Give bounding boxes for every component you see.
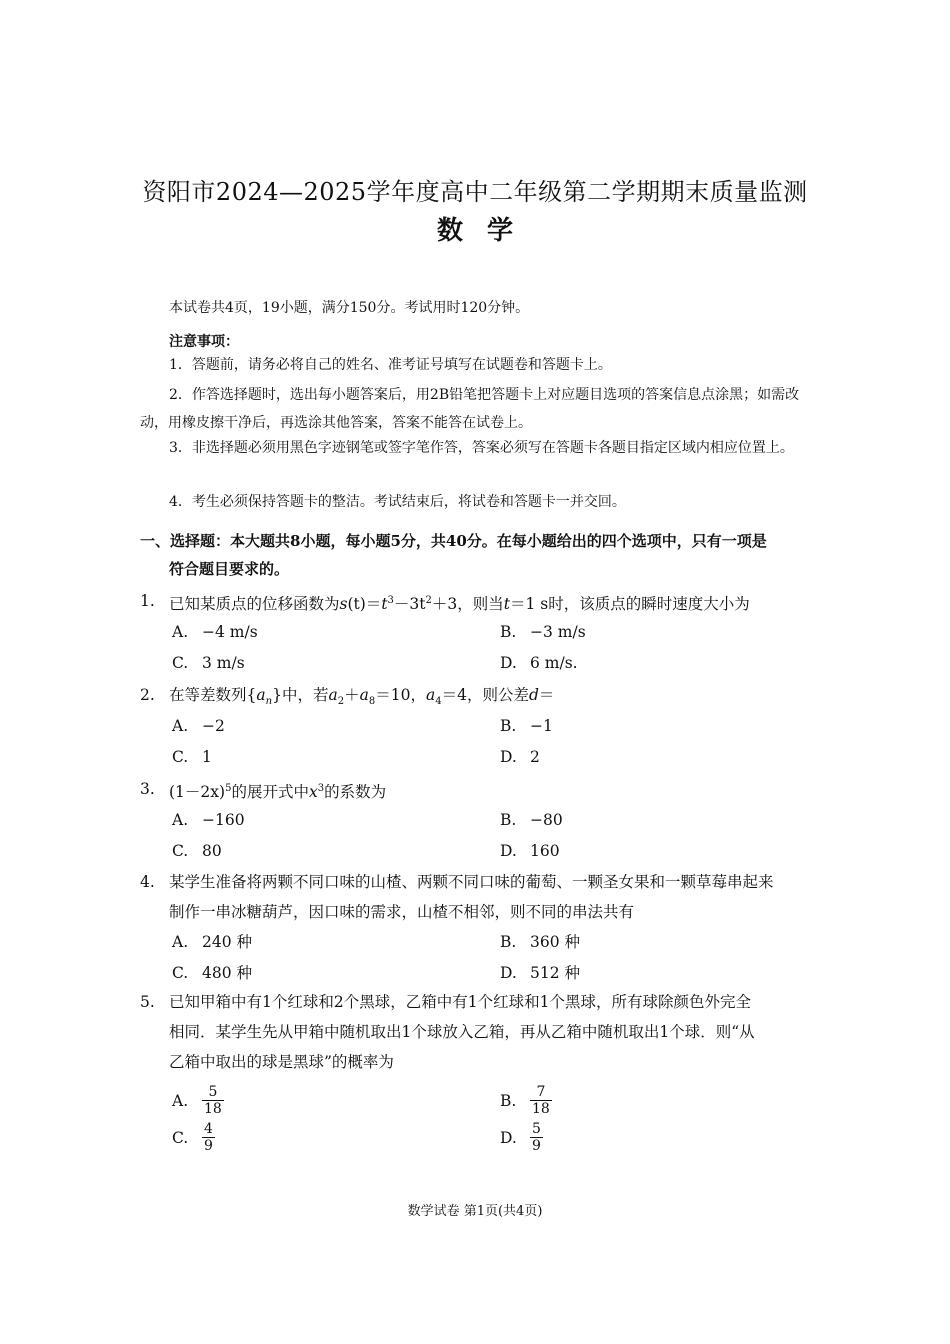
option-d[interactable]: D. 2 bbox=[500, 748, 540, 766]
notice-title: 注意事项： bbox=[169, 334, 239, 350]
section-heading bbox=[140, 527, 820, 583]
question-number: 1. bbox=[140, 592, 155, 610]
subject-title: 数学 bbox=[436, 216, 537, 246]
page-footer: 数学试卷 第1页(共4页) bbox=[407, 1204, 543, 1219]
option-c[interactable]: C. 80 bbox=[172, 842, 222, 860]
option-c[interactable]: C. 3 m/s bbox=[172, 654, 245, 672]
option-c[interactable]: C. $\frac{4}{9}$ bbox=[172, 1121, 213, 1154]
question-number: 4. bbox=[140, 873, 155, 891]
fraction: $\frac{5}{18}$ bbox=[204, 1084, 222, 1117]
question-stem-line: 乙箱中取出的球是黑球”的概率为 bbox=[169, 1053, 394, 1071]
question-number: 2. bbox=[140, 686, 155, 704]
fraction: $\frac{4}{9}$ bbox=[204, 1121, 213, 1154]
fraction: $\frac{7}{18}$ bbox=[532, 1084, 550, 1117]
question-stem: $(1-2x)^5$的展开式中$x^3$的系数为 bbox=[169, 783, 387, 802]
option-b[interactable]: B. 360 种 bbox=[500, 933, 581, 951]
option-c[interactable]: C. 1 bbox=[172, 748, 212, 766]
question-5 bbox=[140, 987, 820, 1077]
option-a[interactable]: A. −4 m/s bbox=[172, 623, 258, 641]
notice-item: 3．非选择题必须用黑色字迹钢笔或签字笔作答，答案必须写在答题卡各题目指定区域内相应位置上。 bbox=[169, 440, 794, 456]
notice-item: 2．作答选择题时，选出每小题答案后，用2B铅笔把答题卡上对应题目选项的答案信息点涂黑；如需改动，用橡皮擦干净后，再选涂其他答案，答案不能答在试卷上。 bbox=[140, 387, 800, 431]
option-a[interactable]: A. 240 种 bbox=[172, 933, 253, 951]
question-2 bbox=[140, 680, 820, 717]
question-stem: 在等差数列$\{a_n\}$中，若$a_2+a_8=10$，$a_4=4$，则公差d＝ bbox=[169, 686, 555, 708]
exam-intro: 本试卷共4页，19小题，满分150分。考试用时120分钟。 bbox=[169, 300, 530, 316]
section-heading-line2: 符合题目要求的。 bbox=[169, 560, 290, 578]
question-stem-line: 相同．某学生先从甲箱中随机取出1个球放入乙箱，再从乙箱中随机取出1个球．则“从 bbox=[169, 1023, 755, 1041]
question-stem-line: 已知甲箱中有1个红球和2个黑球，乙箱中有1个红球和1个黑球，所有球除颜色外完全 bbox=[169, 993, 751, 1011]
question-stem-line: 制作一串冰糖葫芦，因口味的需求，山楂不相邻，则不同的串法共有 bbox=[169, 903, 635, 921]
question-3 bbox=[140, 774, 820, 807]
option-a[interactable]: A. $\frac{5}{18}$ bbox=[172, 1084, 222, 1117]
option-d[interactable]: D. $\frac{5}{9}$ bbox=[500, 1121, 541, 1154]
question-4 bbox=[140, 867, 820, 927]
option-b[interactable]: B. $\frac{7}{18}$ bbox=[500, 1084, 550, 1117]
option-b[interactable]: B. −80 bbox=[500, 811, 563, 829]
fraction: $\frac{5}{9}$ bbox=[532, 1121, 541, 1154]
question-number: 5. bbox=[140, 993, 155, 1011]
option-a[interactable]: A. −2 bbox=[172, 717, 225, 735]
option-b[interactable]: B. −3 m/s bbox=[500, 623, 586, 641]
option-d[interactable]: D. 512 种 bbox=[500, 964, 581, 982]
question-number: 3. bbox=[140, 780, 155, 798]
section-heading-line1: 一、选择题：本大题共8小题，每小题5分，共40分。在每小题给出的四个选项中，只有一项是 bbox=[140, 532, 767, 550]
question-stem-line: 某学生准备将两颗不同口味的山楂、两颗不同口味的葡萄、一颗圣女果和一颗草莓串起来 bbox=[169, 873, 774, 891]
exam-title: 资阳市2024—2025学年度高中二年级第二学期期末质量监测 bbox=[142, 178, 808, 206]
question-stem: 已知某质点的位移函数为$s(t)=t^3-3t^2+3$，则当t＝1 s时，该质点的瞬时速度大小为 bbox=[169, 595, 750, 614]
option-b[interactable]: B. −1 bbox=[500, 717, 553, 735]
option-d[interactable]: D. 6 m/s. bbox=[500, 654, 578, 672]
notice-item: 4．考生必须保持答题卡的整洁。考试结束后，将试卷和答题卡一并交回。 bbox=[169, 494, 626, 510]
option-d[interactable]: D. 160 bbox=[500, 842, 560, 860]
question-1 bbox=[140, 586, 820, 619]
option-c[interactable]: C. 480 种 bbox=[172, 964, 253, 982]
notice-item: 1．答题前，请务必将自己的姓名、准考证号填写在试题卷和答题卡上。 bbox=[169, 357, 612, 373]
option-a[interactable]: A. −160 bbox=[172, 811, 245, 829]
